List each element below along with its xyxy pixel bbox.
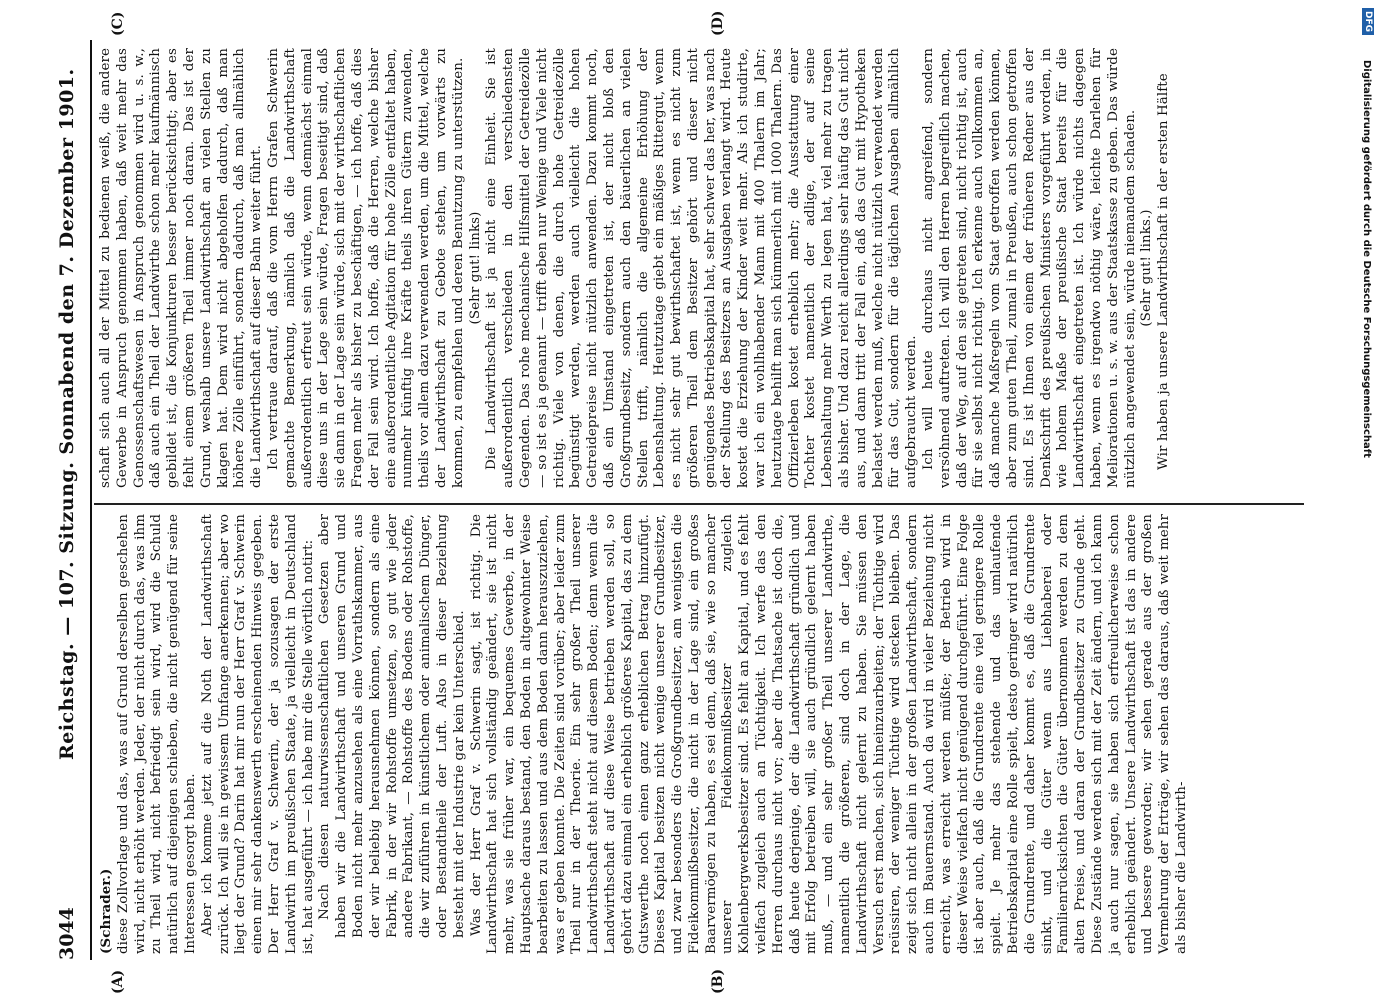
left-column: [98, 514, 1191, 954]
credit-text: Digitalisierung gefördert durch die Deutsche Forschungsgemeinschaft: [1361, 60, 1372, 458]
paragraph: diese Zollvorlage und das, was auf Grund derselben geschehen wird, nicht erhöht werden. Jeder, der nicht durch das, was ihm zu Theil wird, nicht befriedigt sein wird, wird die Schuld natürlich auf diejenigen schieben, die nicht genügend für seine Interessen gesorgt haben.: [115, 514, 198, 954]
quotation-paragraph: Nach diesen naturwissenschaftlichen Gesetzen aber haben wir die Landwirthschaft und unseren Grund und Boden nicht mehr anzusehen als eine Vorrathskammer, aus der wir beliebig herausnehmen können, sondern als eine Fabrik, in der wir Rohstoffe umsetzen, so gut wie jeder andere Fabrikant, — Rohstoffe des Bodens oder Rohstoffe, die wir zuführen in künstlichem oder animalischem Dünger, oder Bestandtheile der Luft. Also in dieser Beziehung besteht mit der Industrie gar kein Unterschied.: [317, 514, 467, 938]
page-number: 3044: [56, 907, 78, 960]
header-rule: [90, 40, 92, 960]
paragraph: Was der Herr Graf v. Schwerin sagt, ist richtig. Die Landwirthschaft hat sich vollständig geändert, sie ist nicht mehr, was sie früher war, ein bequemes Gewerbe, in der Hauptsache daraus bestand, den Boden in altgewohnter Weise bearbeiten zu lassen und aus dem Boden dann herauszuziehen, was er geben konnte. Die Zeiten sind vorüber; aber leider zum Theil nur in der Theorie. Ein sehr großer Theil unserer Landwirthschaft steht nicht auf diesem Boden; denn wenn die Landwirthschaft auf diese Weise betrieben werden soll, so gehört dazu einmal ein erheblich größeres Kapital, das zu dem Gutswerthe noch einen ganz erheblichen Betrag hinzufügt. Dieses Kapital besitzen nicht wenige unserer Grundbesitzer, und zwar besonders die Großgrundbesitzer, am wenigsten die Fideikommißbesitzer, die nicht in der Lage sind, ein großes Baarvermögen zu haben, es sei denn, daß sie, wie so mancher unserer Fideikommißbesitzer zugleich Kohlenbergwerksbesitzer sind. Es fehlt an Kapital, und es fehlt vielfach zugleich auch an Tüchtigkeit. Ich werfe das den Herren durchaus nicht vor; aber die Thatsache ist doch die, daß heute derjenige, der die Landwirthschaft gründlich und mit Erfolg betreiben will, sie auch gründlich gelernt haben muß, — und ein sehr großer Theil unserer Landwirthe, namentlich die größeren, sind doch in der Lage, die Landwirthschaft nicht gelernt zu haben. Sie müssen den Versuch erst machen, sich hineinzuarbeiten; der Tüchtige wird reüssiren, der weniger Tüchtige wird stecken bleiben. Das zeigt sich nicht allein in der großen Landwirthschaft, sondern auch im Bauernstand. Auch da wird in vieler Beziehung nicht erreicht, was erreicht werden müßte; der Betrieb wird in dieser Weise vielfach nicht genügend durchgeführt. Eine Folge ist aber auch, daß die Grundrente eine viel geringere Rolle spielt. Je mehr das stehende und das umlaufende Betriebskapital eine Rolle spielt, desto geringer wird natürlich die Grundrente, und daher kommt es, daß die Grundrente sinkt, und die Güter wenn aus Liebhaberei oder Familienrücksichten die Güter übernommen werden zu dem alten Preise, und daran der Grundbesitzer zu Grunde geht. Diese Zustände werden sich mit der Zeit ändern, und ich kann ja auch nur sagen, sie haben sich erfreulicherweise schon erheblich geändert. Unsere Landwirthschaft ist das in andere und bessere geworden; wir sehen gerade aus der großen Vermehrung der Erträge, wir sehen das daraus, daß weit mehr als bisher die Landwirth-: [468, 514, 1189, 954]
margin-mark-d: (D): [710, 10, 726, 36]
paragraph: Ich vertraue darauf, daß die vom Herrn Grafen Schwerin gemachte Bemerkung, nämlich daß die Landwirthschaft außerordentlich erfreut sein würde, wenn demnächst einmal diese uns in der Lage sein würde, Fragen beseitigt sind, daß sie dann in der Lage sein würde, sich mit der wirthschaftlichen Fragen mehr als bisher zu beschäftigen, — ich hoffe, daß dies der Fall sein wird. Ich hoffe, daß die Herren, welche bisher eine außerordentliche Agitation für hohe Zölle entfaltet haben, nunmehr künftig ihre Kräfte theils ihren Gütern zuwenden, theils vor allem dazu verwenden werden, um die Mittel, welche der Landwirthschaft zu Gebote stehen, um vorwärts zu kommen, zu empfehlen und deren Benutzung zu unterstützen.: [265, 48, 466, 488]
margin-mark-c: (C): [110, 11, 126, 36]
page-header: [56, 40, 86, 960]
dfg-logo: [1362, 8, 1374, 35]
paragraph: schaft sich auch all der Mittel zu bedienen weiß, die andere Gewerbe in Anspruch genommen haben, daß weit mehr das Genossenschaftswesen in Anspruch genommen wird u. s. w., daß auch ein Theil der Landwirthe schon mehr kaufmännisch gebildet ist, die Konjunkturen besser berücksichtigt; aber es fehlt einem größeren Theil immer noch daran. Das ist der Grund, weshalb unsere Landwirthschaft an vielen Stellen zu klagen hat. Dem wird nicht abgeholfen dadurch, daß man höhere Zölle einführt, sondern dadurch, daß man allmählich die Landwirthschaft auf dieser Bahn weiter führt.: [98, 48, 265, 488]
page-title: Reichstag. — 107. Sitzung. Sonnabend den 7. Dezember 1901.: [56, 68, 78, 760]
interjection: (Sehr gut! links.): [1139, 209, 1155, 327]
margin-mark-a: (A): [110, 969, 126, 994]
paragraph: Wir haben ja unsere Landwirthschaft in der ersten Hälfte: [1156, 73, 1172, 470]
document-page: [50, 10, 1310, 994]
speaker-label: (Schrader.): [98, 868, 114, 954]
margin-mark-b: (B): [710, 968, 726, 994]
paragraph: Ich will heute durchaus nicht angreifend, sondern versöhnend auftreten. Ich will den Herren begreiflich machen, daß der Weg, auf den sie getreten sind, nicht richtig ist, auch für sie selbst nicht richtig. Ich erkenne auch vollkommen an, daß manche Maßregeln vom Staat getroffen werden können, aber zum guten Theil, zumal in Preußen, auch schon getroffen sind. Es ist Ihnen von einem der früheren Redner aus der Denkschrift des preußischen Ministers vorgeführt worden, in wie hohem Maße der preußische Staat bereits für die Landwirthschaft eingetreten ist. Ich würde nichts dagegen haben, wenn es irgendwo nöthig wäre, leichte Darlehen für Meliorationen u. s. w. aus der Staatskasse zu geben. Das würde nützlich angewendet sein, würde niemandem schaden.: [921, 48, 1138, 488]
right-column: [98, 48, 1173, 488]
column-divider: [94, 503, 1304, 505]
paragraph: Aber ich komme jetzt auf die Noth der Landwirthschaft zurück. Ich will sie in gewissem Umfange anerkennen; aber wo liegt der Grund? Darin hat mir nun der Herr Graf v. Schwerin einen mir sehr dankenswerth erscheinenden Hinweis gegeben. Der Herr Graf v. Schwerin, der ja sozusagen der erste Landwirth im preußischen Staate, ja vielleicht in Deutschland ist, hat ausgeführt — ich habe mir die Stelle wörtlich notirt:: [199, 514, 316, 954]
interjection: (Sehr gut! links): [467, 211, 483, 325]
logo-text: DFG: [1363, 11, 1373, 33]
digitization-credit: [1361, 60, 1372, 458]
paragraph: Die Landwirthschaft ist ja nicht eine Einheit. Sie ist außerordentlich verschieden in den verschiedensten Gegenden. Das rohe mechanische Hilfsmittel der Getreidezölle — so ist es ja genannt — trifft eben nur Wenige und Viele nicht richtig. Viele von denen, die durch hohe Getreidezölle begünstigt werden, werden auch vielleicht die hohen Getreidepreise nicht nützlich anwenden. Dazu kommt noch, daß ein Umstand eingetreten ist, der nicht bloß den Großgrundbesitz, sondern auch den bäuerlichen an vielen Stellen trifft, nämlich die allgemeine Erhöhung der Lebenshaltung. Heutzutage giebt ein mäßiges Rittergut, wenn es nicht sehr gut bewirthschaftet ist, wenn es nicht zum größeren Theil dem Besitzer gehört und dieser nicht genügendes Betriebskapital hat, sehr schwer das her, was nach der Stellung des Besitzers an Ausgaben verlangt wird. Heute kostet die Erziehung der Kinder weit mehr. Als ich studirte, war ich ein wohlhabender Mann mit 400 Thalern im Jahr; heutzutage behilft man sich kümmerlich mit 1000 Thalern. Das Offizierleben kostet erheblich mehr; die Ausstattung einer Tochter kostet namentlich der adlige, der auf seine Lebenshaltung mehr Werth zu legen hat, viel mehr zu tragen als bisher. Und dazu reicht allerdings sehr häufig das Gut nicht aus, und dann tritt der Fall ein, daß das Gut mit Hypotheken belastet werden muß, welche nicht nützlich verwendet werden für das Gut, sondern für die täglichen Ausgaben allmählich aufgebraucht werden.: [484, 48, 920, 488]
